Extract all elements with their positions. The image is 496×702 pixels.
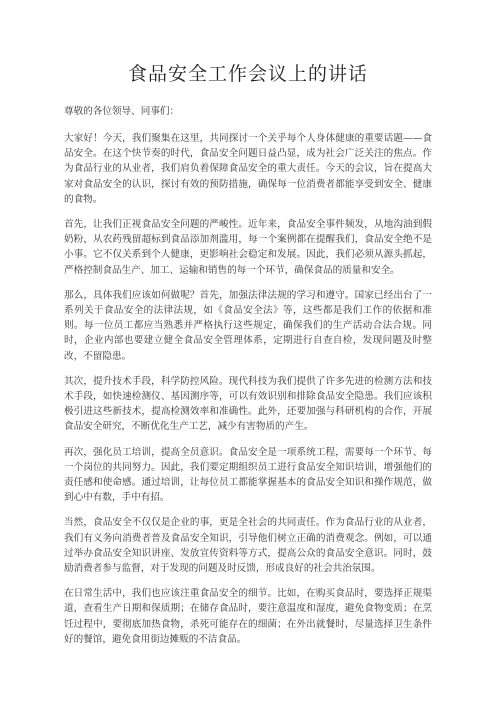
paragraph-7: 在日常生活中，我们也应该注重食品安全的细节。比如，在购买食品时，要选择正规渠道，查看生产日期和保质期；在储存食品时，要注意温度和湿度，避免食物变质；在烹饪过程中，要彻底加热食物，杀死可能存在的细菌；在外出就餐时，尽量选择卫生条件好的餐馆，避免食用街边摊贩的不洁食品。 xyxy=(64,588,432,645)
paragraph-3: 那么，具体我们应该如何做呢？首先，加强法律法规的学习和遵守。国家已经出台了一系列关于食品安全的法律法规，如《食品安全法》等，这些都是我们工作的依据和准则。每一位员工都应当熟悉并严格执行这些规定，确保我们的生产活动合法合规。同时，企业内部也要建立健全食品安全管理体系，定期进行自查自检，发现问题及时整改，不留隐患。 xyxy=(64,289,432,362)
document-title: 食品安全工作会议上的讲话 xyxy=(127,63,368,85)
paragraph-5: 再次，强化员工培训，提高全员意识。食品安全是一项系统工程，需要每一个环节、每一个岗位的共同努力。因此，我们要定期组织员工进行食品安全知识培训，增强他们的责任感和使命感。通过培训，让每位员工都能掌握基本的食品安全知识和操作规范，做到心中有数，手中有招。 xyxy=(64,446,432,504)
paragraph-2: 首先，让我们正视食品安全问题的严峻性。近年来，食品安全事件频发，从地沟油到假奶粉，从农药残留超标到食品添加剂滥用，每一个案例都在提醒我们，食品安全绝不是小事。它不仅关系到个人健康，更影响社会稳定和发展。因此，我们必须从源头抓起，严格控制食品生产、加工、运输和销售的每一个环节，确保食品的质量和安全。 xyxy=(64,219,432,276)
paragraph-1: 大家好！今天，我们聚集在这里，共同探讨一个关乎每个人身体健康的重要话题——食品安全。在这个快节奏的时代，食品安全问题日益凸显，成为社会广泛关注的焦点。作为食品行业的从业者，我们肩负着保障食品安全的重大责任。今天的会议，旨在提高大家对食品安全的认识，探讨有效的预防措施，确保每一位消费者都能享受到安全、健康的食物。 xyxy=(64,133,432,205)
paragraph-4: 其次，提升技术手段，科学防控风险。现代科技为我们提供了许多先进的检测方法和技术手段，如快速检测仪、基因测序等，可以有效识别和排除食品安全隐患。我们应该积极引进这些新技术，提高检测效率和准确性。此外，还要加强与科研机构的合作，开展食品安全研究，不断优化生产工艺，减少有害物质的产生。 xyxy=(64,375,432,433)
paragraph-6: 当然，食品安全不仅仅是企业的事，更是全社会的共同责任。作为食品行业的从业者，我们有义务向消费者普及食品安全知识，引导他们树立正确的消费观念。例如，可以通过举办食品安全知识讲座、发放宣传资料等方式，提高公众的食品安全意识。同时，鼓励消费者参与监督，对于发现的问题及时反馈，形成良好的社会共治氛围。 xyxy=(64,517,432,575)
salutation: 尊敬的各位领导、同事们： xyxy=(64,106,180,117)
